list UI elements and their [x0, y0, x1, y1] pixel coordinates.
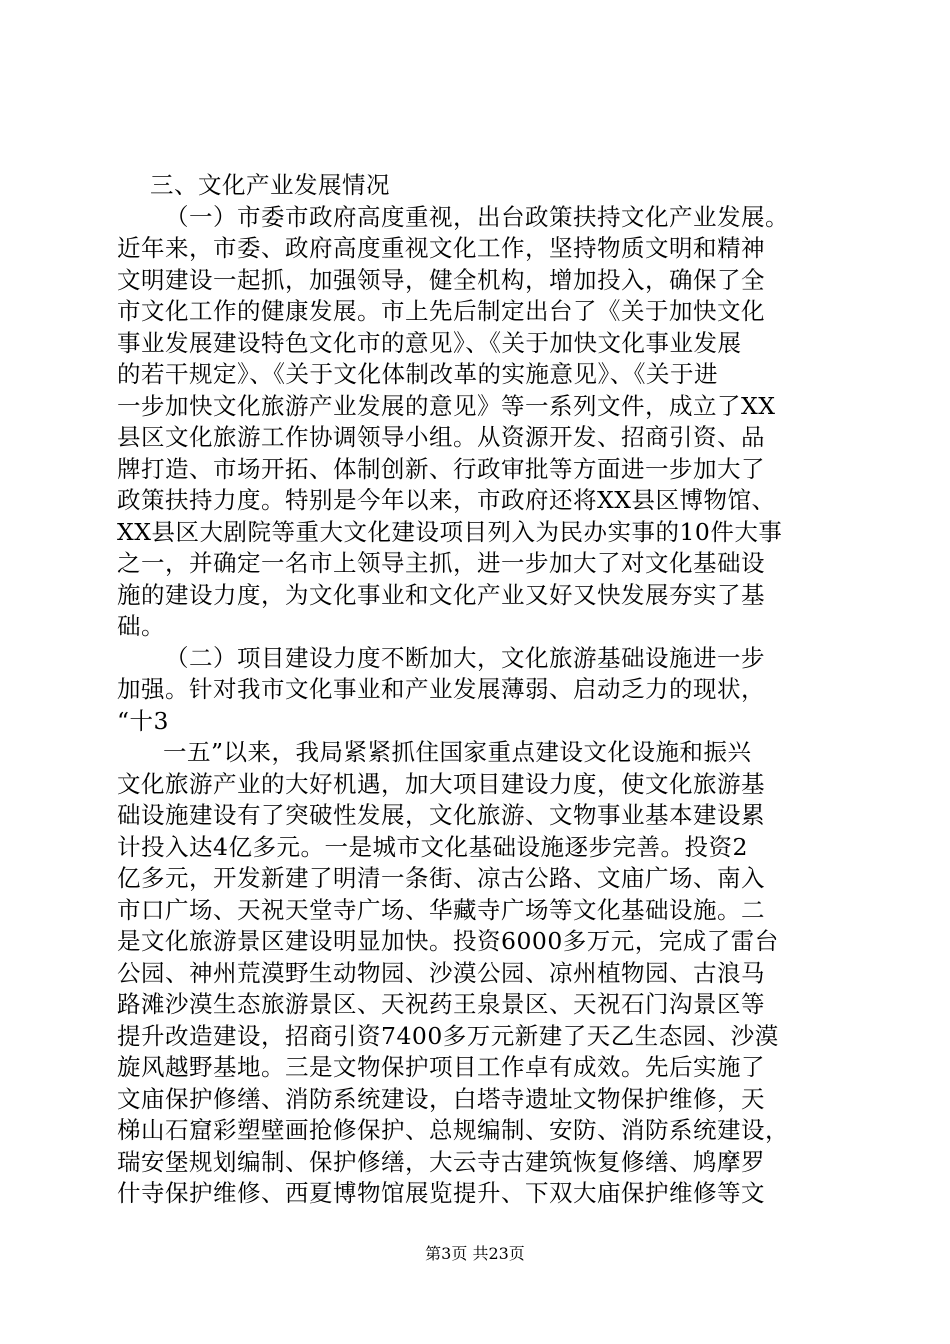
paragraph-line: 牌打造、市场开拓、体制创新、行政审批等方面进一步加大了: [117, 454, 765, 483]
paragraph-line: 路滩沙漠生态旅游景区、天祝药王泉景区、天祝石门沟景区等: [117, 990, 765, 1018]
section-heading: 三、文化产业发展情况: [150, 171, 390, 199]
paragraph-line: 文明建设一起抓，加强领导，健全机构，增加投入，确保了全: [117, 265, 765, 294]
paragraph-line: 县区文化旅游工作协调领导小组。从资源开发、招商引资、品: [117, 423, 765, 451]
paragraph-line: 旋风越野基地。三是文物保护项目工作卓有成效。先后实施了: [117, 1053, 765, 1081]
paragraph-line: 公园、神州荒漠野生动物园、沙漠公园、凉州植物园、古浪马: [117, 958, 765, 987]
paragraph-line: “十3: [117, 706, 169, 735]
paragraph-line: 梯山石窟彩塑壁画抢修保护、总规编制、安防、消防系统建设，: [117, 1116, 789, 1144]
paragraph-line: 是文化旅游景区建设明显加快。投资6000多万元，完成了雷台: [117, 927, 779, 955]
paragraph-line: （二）项目建设力度不断加大，文化旅游基础设施进一步: [165, 643, 765, 672]
paragraph-line: 市口广场、天祝天堂寺广场、华藏寺广场等文化基础设施。二: [117, 895, 765, 924]
paragraph-line: 一五”以来，我局紧紧抓住国家重点建设文化设施和振兴: [163, 738, 752, 766]
paragraph-line: 政策扶持力度。特别是今年以来，市政府还将XX县区博物馆、: [117, 486, 776, 514]
page-number-footer: 第3页 共23页: [425, 1244, 525, 1263]
paragraph-line: 市文化工作的健康发展。市上先后制定出台了《关于加快文化: [117, 297, 765, 325]
paragraph-line: 加强。针对我市文化事业和产业发展薄弱、启动乏力的现状，: [117, 675, 765, 703]
paragraph-line: （一）市委市政府高度重视，出台政策扶持文化产业发展。: [165, 202, 789, 231]
document-body: [117, 170, 837, 1210]
paragraph-line: 之一，并确定一名市上领导主抓，进一步加大了对文化基础设: [117, 549, 765, 577]
paragraph-line: 近年来，市委、政府高度重视文化工作，坚持物质文明和精神: [117, 234, 765, 262]
paragraph-line: 施的建设力度，为文化事业和文化产业又好又快发展夯实了基: [117, 580, 765, 609]
paragraph-line: 文庙保护修缮、消防系统建设，白塔寺遗址文物保护维修，天: [117, 1084, 765, 1113]
paragraph-line: 一步加快文化旅游产业发展的意见》等一系列文件，成立了XX: [117, 391, 776, 420]
paragraph-line: 提升改造建设，招商引资7400多万元新建了天乙生态园、沙漠: [117, 1021, 779, 1050]
paragraph-line: 什寺保护维修、西夏博物馆展览提升、下双大庙保护维修等文: [117, 1179, 765, 1207]
paragraph-line: 础设施建设有了突破性发展，文化旅游、文物事业基本建设累: [117, 801, 765, 829]
paragraph-line: 亿多元，开发新建了明清一条街、凉古公路、文庙广场、南入: [117, 864, 765, 892]
paragraph-line: 计投入达4亿多元。一是城市文化基础设施逐步完善。投资2: [117, 832, 748, 861]
paragraph-line: 的若干规定》、《关于文化体制改革的实施意见》、《关于进: [117, 360, 718, 388]
paragraph-line: 文化旅游产业的大好机遇，加大项目建设力度，使文化旅游基: [117, 769, 765, 798]
paragraph-line: 事业发展建设特色文化市的意见》、《关于加快文化事业发展: [117, 328, 742, 357]
paragraph-line: XX县区大剧院等重大文化建设项目列入为民办实事的10件大事: [117, 517, 783, 546]
paragraph-line: 础。: [117, 612, 165, 640]
paragraph-line: 瑞安堡规划编制、保护修缮，大云寺古建筑恢复修缮、鸠摩罗: [117, 1147, 765, 1176]
